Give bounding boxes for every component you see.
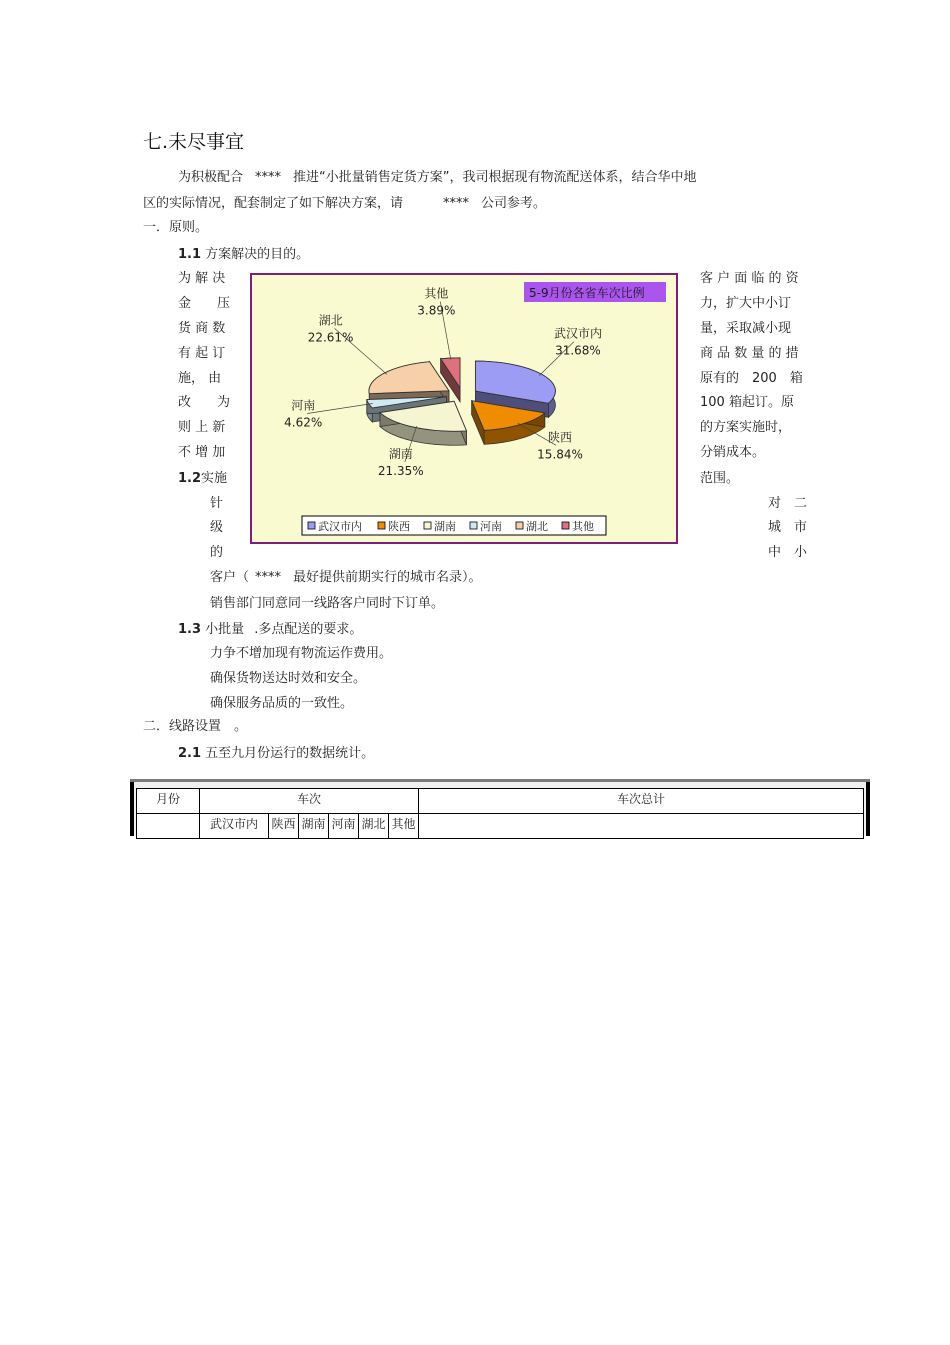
- wrap-right-8: 分销成本。: [700, 445, 766, 460]
- chart-title: 5-9月份各省车次比例: [529, 286, 645, 300]
- table-left-border: [130, 782, 134, 836]
- wrap-right-10: 对 二: [768, 496, 808, 511]
- slice-category-label: 武汉市内: [553, 326, 602, 341]
- subsection-1-3: [178, 622, 362, 638]
- wrap-left-9: 针: [210, 496, 224, 511]
- legend-swatch: [516, 522, 523, 529]
- data-table: [130, 779, 870, 836]
- section-number: 1.3: [178, 622, 202, 637]
- table-subheader: 湖北: [358, 813, 389, 839]
- slice-category-label: 其他: [424, 286, 449, 301]
- slice-value-label: 22.61%: [307, 330, 354, 345]
- subsection-1-1: [178, 247, 309, 263]
- legend-label: 湖北: [526, 520, 548, 533]
- slice-value-label: 21.35%: [377, 464, 424, 479]
- requirement-item-2: 确保货物送达时效和安全。: [210, 671, 367, 686]
- chart-legend: [302, 516, 606, 535]
- slice-category-label: 河南: [291, 398, 316, 413]
- wrap-right-3: 量，采取减小现: [700, 321, 792, 336]
- section-text: 实施: [201, 471, 228, 486]
- wrap-left-4: 有 起 订: [178, 346, 226, 361]
- masked-company: ****: [255, 170, 282, 185]
- intro-line-1: [178, 170, 697, 186]
- table-subheader: 湖南: [298, 813, 329, 839]
- legend-swatch: [470, 522, 477, 529]
- wrap-left-3: 货 商 数: [178, 321, 226, 336]
- wrap-left-6: 改 为: [178, 395, 231, 410]
- section-number: 2.1: [178, 746, 202, 761]
- section-number: 1.1: [178, 247, 202, 262]
- section-number: 1.2: [178, 471, 202, 486]
- requirement-item-3: 确保服务品质的一致性。: [210, 696, 354, 711]
- legend-label: 陕西: [388, 520, 410, 533]
- intro-text: 推进“小批量销售定货方案”，我司根据现有物流配送体系，结合华中地: [293, 170, 697, 185]
- table-header-month: 月份: [136, 788, 200, 814]
- wrap-left-2: 金 压: [178, 296, 231, 311]
- intro-line-2: [143, 196, 546, 212]
- pie-chart-svg: [252, 275, 676, 542]
- legend-swatch: [378, 522, 385, 529]
- section-text: 方案解决的目的。: [205, 247, 310, 262]
- wrap-right-9: 范围。: [700, 471, 740, 486]
- wrap-left-10: 级: [210, 520, 224, 535]
- table-right-border: [866, 782, 870, 836]
- intro-text: 公司参考。: [481, 196, 547, 211]
- wrap-right-6: 100 箱起订。原: [700, 395, 794, 410]
- subsection-1-2: [178, 471, 227, 487]
- legend-label: 武汉市内: [318, 520, 362, 533]
- section-text: .多点配送的要求。: [254, 622, 363, 637]
- slice-value-label: 15.84%: [537, 447, 583, 462]
- legend-swatch: [424, 522, 431, 529]
- table-cell-empty: [418, 813, 864, 839]
- legend-label: 其他: [572, 520, 594, 533]
- slice-category-label: 湖北: [318, 313, 343, 328]
- pie-chart: [250, 273, 678, 544]
- table-cell-empty: [136, 813, 200, 839]
- section-text: 小批量: [205, 622, 245, 637]
- section-title: 七.未尽事宜: [143, 131, 245, 153]
- legend-swatch: [308, 522, 315, 529]
- part2-title: 二．线路设置 。: [143, 719, 248, 734]
- table-subheader: 其他: [388, 813, 419, 839]
- table-header-total: 车次总计: [418, 788, 864, 814]
- wrap-left-8: 不 增 加: [178, 445, 226, 460]
- customer-text: 最好提供前期实行的城市名录）。: [293, 570, 482, 585]
- wrap-right-12: 中 小: [768, 545, 808, 560]
- legend-swatch: [562, 522, 569, 529]
- requirement-item-1: 力争不增加现有物流运作费用。: [210, 646, 393, 661]
- subsection-2-1: [178, 746, 374, 762]
- slice-category-label: 陕西: [548, 430, 573, 445]
- wrap-left-7: 则 上 新: [178, 420, 226, 435]
- wrap-right-5: 原有的 200 箱: [700, 371, 803, 386]
- section-text: 五至九月份运行的数据统计。: [205, 746, 375, 761]
- table-subheader: 陕西: [268, 813, 299, 839]
- masked-company: ****: [443, 196, 470, 211]
- intro-text: 区的实际情况，配套制定了如下解决方案，请: [143, 196, 404, 211]
- intro-text: 为积极配合: [178, 170, 244, 185]
- sales-line: 销售部门同意同一线路客户同时下订单。: [210, 596, 445, 611]
- masked-company: ****: [255, 570, 282, 585]
- wrap-right-1: 客 户 面 临 的 资: [700, 271, 799, 286]
- wrap-right-4: 商 品 数 量 的 措: [700, 346, 799, 361]
- legend-label: 湖南: [434, 520, 456, 533]
- wrap-right-7: 的方案实施时，: [700, 420, 792, 435]
- part1-title: 一．原则。: [143, 220, 209, 235]
- slice-value-label: 3.89%: [417, 303, 456, 318]
- slice-value-label: 4.62%: [284, 415, 323, 430]
- wrap-left-11: 的: [210, 545, 224, 560]
- table-header-trips: 车次: [199, 788, 419, 814]
- customer-text: 客户（: [210, 570, 250, 585]
- table-subheader: 河南: [328, 813, 359, 839]
- chart-plot-area: [252, 275, 676, 542]
- table-subheader: 武汉市内: [199, 813, 269, 839]
- wrap-left-1: 为 解 决: [178, 271, 226, 286]
- slice-category-label: 湖南: [388, 447, 413, 462]
- customer-line: [210, 570, 482, 586]
- wrap-right-11: 城 市: [768, 520, 808, 535]
- wrap-left-5: 施， 由: [178, 371, 222, 386]
- slice-value-label: 31.68%: [555, 343, 601, 358]
- wrap-right-2: 力，扩大中小订: [700, 296, 792, 311]
- legend-label: 河南: [480, 520, 502, 533]
